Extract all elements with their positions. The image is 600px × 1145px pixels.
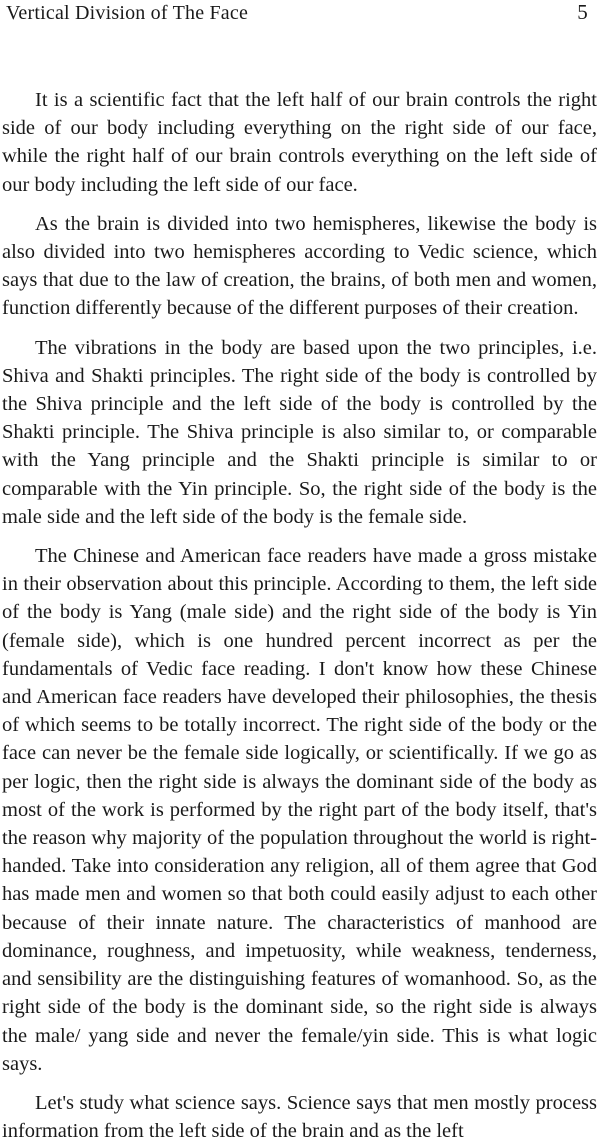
running-head xyxy=(6,0,588,24)
page-number: 5 xyxy=(577,0,588,24)
paragraph-chinese-american-readers: The Chinese and American face readers have made a gross mistake in their observation about this principle. According to them, the left side of the body is Yang (male side) and the right side of the body is Yin (female side), which is one hundred percent incorrect as per the fundamentals of Vedic face reading. I don't know how these Chinese and American face readers have developed their philosophies, the thesis of which seems to be totally incorrect. The right side of the body or the face can never be the female side logically, or scientifically. If we go as per logic, then the right side is always the dominant side of the body as most of the work is performed by the right part of the body itself, that's the reason why majority of the population throughout the world is right-handed. Take into consideration any religion, all of them agree that God has made men and women so that both could easily adjust to each other because of their innate nature. The characteristics of manhood are dominance, roughness, and impetuosity, while weakness, tenderness, and sensibility are the distinguishing features of womanhood. So, as the right side of the body is the dominant side, so the right side is always the male/ yang side and never the female/yin side. This is what logic says. xyxy=(2,545,597,1075)
paragraph-brain-control: It is a scientific fact that the left half of our brain controls the right side of our body including everything on the right side of our face, while the right half of our brain controls everything on the left side of our body including the left side of our face. xyxy=(2,89,597,196)
body-text xyxy=(0,86,600,1145)
paragraph-science-says: Let's study what science says. Science says that men mostly process information from the left side of the brain and as the left xyxy=(2,1091,597,1143)
paragraph-hemispheres: As the brain is divided into two hemispheres, likewise the body is also divided into two hemispheres according to Vedic science, which says that due to the law of creation, the brains, of both men and women, function differently because of the different purposes of their creation. xyxy=(2,212,597,320)
chapter-title: Vertical Division of The Face xyxy=(6,2,249,24)
paragraph-shiva-shakti: The vibrations in the body are based upon the two principles, i.e. Shiva and Shakti principles. The right side of the body is controlled by the Shiva principle and the left side of the body is controlled by the Shakti principle. The Shiva principle is also similar to, or comparable with the Yang principle and the Shakti principle is similar to or comparable with the Yin principle. So, the right side of the body is the male side and the left side of the body is the female side. xyxy=(2,336,597,528)
